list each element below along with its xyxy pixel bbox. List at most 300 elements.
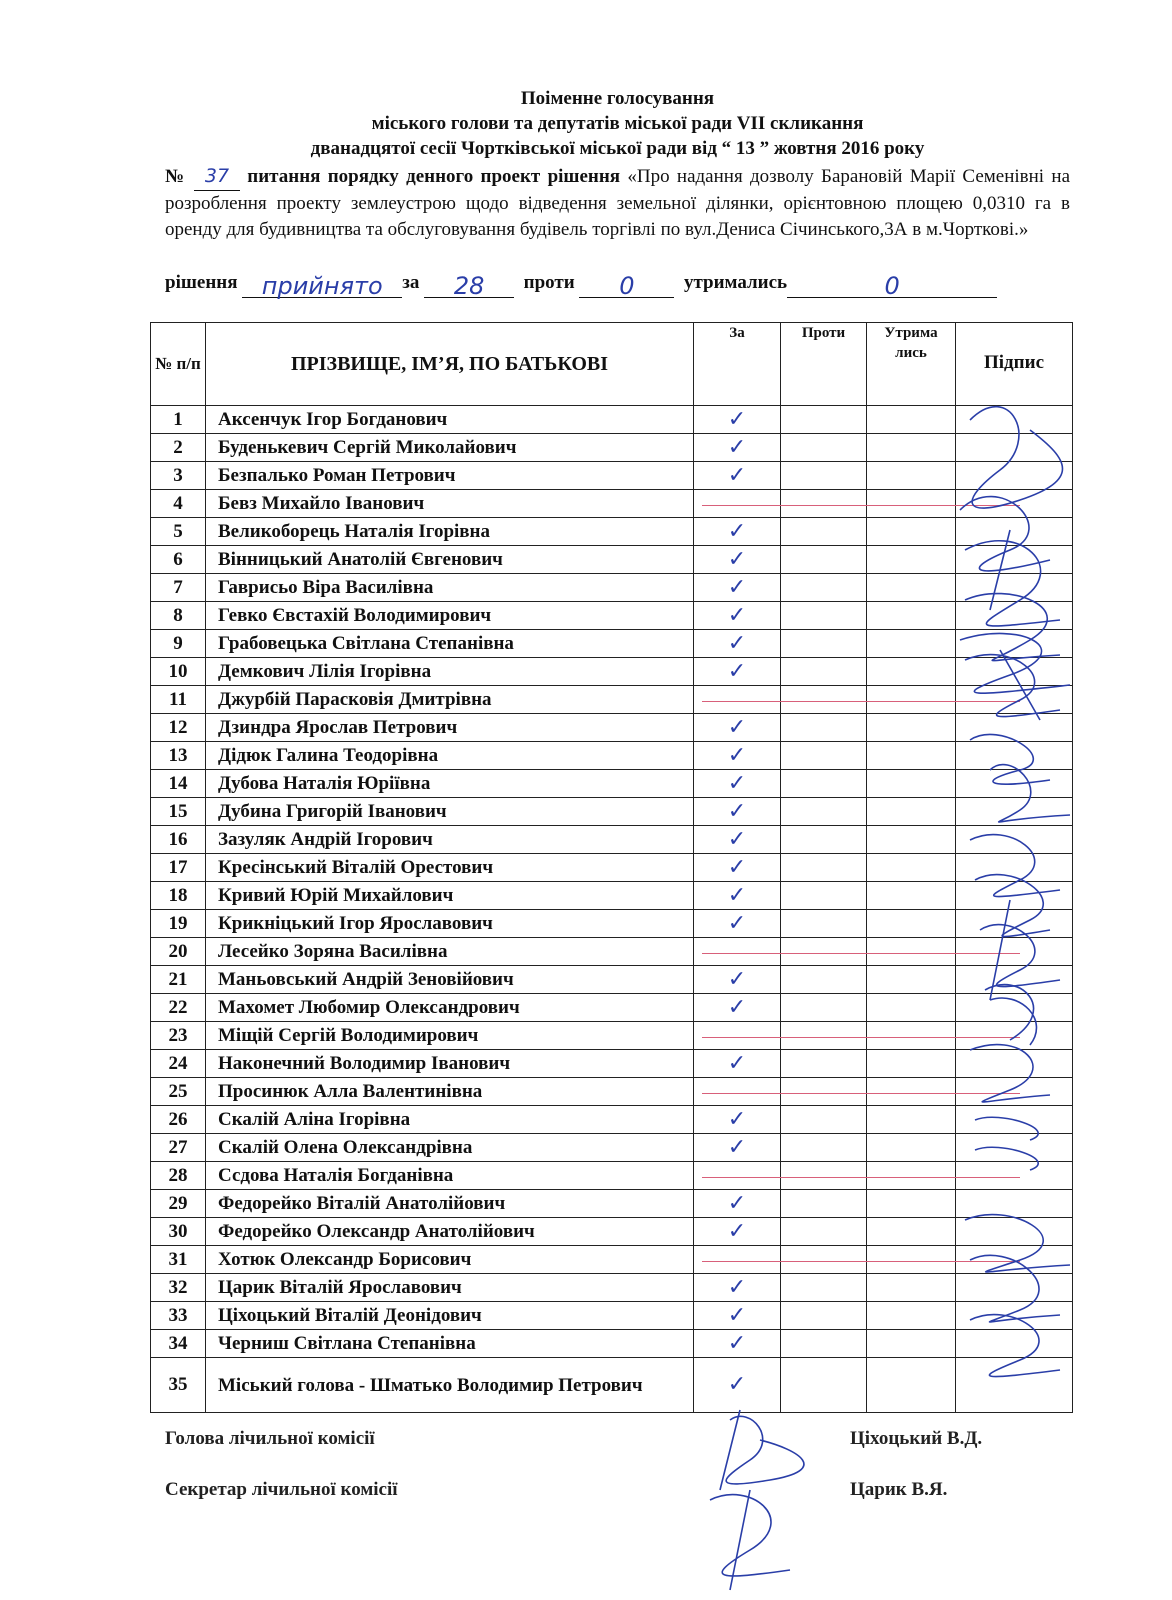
vote-abstain-cell: [867, 882, 956, 910]
row-number: 20: [151, 938, 206, 966]
vote-for-cell: [694, 1218, 781, 1246]
vote-against-cell: [781, 994, 867, 1022]
vote-against-cell: [781, 658, 867, 686]
vote-abstain-cell: [867, 994, 956, 1022]
vote-for-cell: [694, 910, 781, 938]
signature-cell: [956, 1274, 1073, 1302]
row-number: 29: [151, 1190, 206, 1218]
deputy-name: Зазуляк Андрій Ігорович: [206, 826, 694, 854]
abstain-label: утримались: [683, 272, 788, 293]
row-number: 32: [151, 1274, 206, 1302]
check-mark: ✓: [727, 854, 747, 880]
table-row: [151, 1190, 1073, 1218]
for-value: 28: [453, 272, 485, 300]
vote-against-cell: [781, 966, 867, 994]
row-number: 22: [151, 994, 206, 1022]
deputy-name: Федорейко Віталій Анатолійович: [206, 1190, 694, 1218]
signature-cell: [956, 1134, 1073, 1162]
vote-against-cell: [781, 826, 867, 854]
vote-for-cell: [694, 966, 781, 994]
vote-for-cell: [694, 994, 781, 1022]
vote-against-cell: [781, 1190, 867, 1218]
deputy-name: Ссдова Наталія Богданівна: [206, 1162, 694, 1190]
vote-abstain-cell: [867, 1274, 956, 1302]
vote-for-cell: [694, 714, 781, 742]
signature-cell: [956, 826, 1073, 854]
vote-for-cell: [694, 658, 781, 686]
row-number: 6: [151, 546, 206, 574]
deputy-name: Міський голова - Шматько Володимир Петрович: [206, 1358, 694, 1413]
row-number: 27: [151, 1134, 206, 1162]
signature-cell: [956, 546, 1073, 574]
deputy-name: Маньовський Андрій Зеновійович: [206, 966, 694, 994]
check-mark: ✓: [727, 798, 747, 824]
vote-abstain-cell: [867, 1134, 956, 1162]
check-mark: ✓: [727, 602, 747, 628]
vote-for-cell: [694, 1302, 781, 1330]
vote-against-cell: [781, 630, 867, 658]
row-number: 34: [151, 1330, 206, 1358]
signature-cell: [956, 1190, 1073, 1218]
vote-for-cell: [694, 630, 781, 658]
signature-cell: [956, 770, 1073, 798]
vote-abstain-cell: [867, 630, 956, 658]
decision-line: [165, 268, 1070, 298]
vote-against-cell: [781, 938, 867, 966]
document-header: [165, 86, 1070, 161]
vote-against-cell: [781, 770, 867, 798]
vote-abstain-cell: [867, 686, 956, 714]
table-row: [151, 826, 1073, 854]
signature-cell: [956, 434, 1073, 462]
vote-against-cell: [781, 546, 867, 574]
agenda-item: [165, 163, 1070, 243]
row-number: 28: [151, 1162, 206, 1190]
vote-for-cell: [694, 1330, 781, 1358]
row-number: 11: [151, 686, 206, 714]
vote-for-cell: [694, 770, 781, 798]
table-row: [151, 434, 1073, 462]
vote-table: [150, 322, 1073, 1413]
against-label: проти: [523, 272, 575, 293]
vote-against-cell: [781, 1274, 867, 1302]
check-mark: ✓: [727, 434, 747, 460]
table-row: [151, 1302, 1073, 1330]
vote-for-cell: [694, 602, 781, 630]
signature-cell: [956, 910, 1073, 938]
vote-for-cell: [694, 742, 781, 770]
vote-for-cell: [694, 546, 781, 574]
secretary-label: Секретар лічильної комісії: [165, 1479, 398, 1500]
signature-cell: [956, 938, 1073, 966]
row-number: 10: [151, 658, 206, 686]
signature-cell: [956, 1218, 1073, 1246]
deputy-name: Скалій Аліна Ігорівна: [206, 1106, 694, 1134]
table-row: [151, 518, 1073, 546]
decision-label: рішення: [165, 272, 238, 293]
check-mark: ✓: [727, 1190, 747, 1216]
deputy-name: Великоборець Наталія Ігорівна: [206, 518, 694, 546]
deputy-name: Демкович Лілія Ігорівна: [206, 658, 694, 686]
deputy-name: Міщій Сергій Володимирович: [206, 1022, 694, 1050]
signature-cell: [956, 630, 1073, 658]
table-row: [151, 1106, 1073, 1134]
signature-cell: [956, 1302, 1073, 1330]
vote-abstain-cell: [867, 602, 956, 630]
signature-cell: [956, 518, 1073, 546]
vote-against-cell: [781, 1106, 867, 1134]
signature-cell: [956, 1246, 1073, 1274]
table-row: [151, 686, 1073, 714]
vote-abstain-cell: [867, 910, 956, 938]
vote-for-cell: [694, 462, 781, 490]
check-mark: ✓: [727, 1106, 747, 1132]
vote-for-cell: [694, 1274, 781, 1302]
deputy-name: Черниш Світлана Степанівна: [206, 1330, 694, 1358]
vote-for-cell: [694, 406, 781, 434]
deputy-name: Гевко Євстахій Володимирович: [206, 602, 694, 630]
row-number: 31: [151, 1246, 206, 1274]
vote-for-cell: [694, 1190, 781, 1218]
check-mark: ✓: [727, 826, 747, 852]
header-name: ПРІЗВИЩЕ, ІМ’Я, ПО БАТЬКОВІ: [206, 323, 694, 406]
table-row: [151, 1218, 1073, 1246]
deputy-name: Лесейко Зоряна Василівна: [206, 938, 694, 966]
row-number: 17: [151, 854, 206, 882]
vote-for-cell: [694, 882, 781, 910]
deputy-name: Дубова Наталія Юріївна: [206, 770, 694, 798]
item-no-value: 37: [204, 165, 230, 187]
vote-abstain-cell: [867, 742, 956, 770]
vote-abstain-cell: [867, 1162, 956, 1190]
vote-for-cell: [694, 686, 781, 714]
vote-abstain-cell: [867, 798, 956, 826]
table-row: [151, 1134, 1073, 1162]
vote-abstain-cell: [867, 490, 956, 518]
vote-abstain-cell: [867, 770, 956, 798]
deputy-name: Джурбій Парасковія Дмитрівна: [206, 686, 694, 714]
deputy-name: Хотюк Олександр Борисович: [206, 1246, 694, 1274]
signature-cell: [956, 686, 1073, 714]
deputy-name: Кресінський Віталій Орестович: [206, 854, 694, 882]
vote-for-cell: [694, 1246, 781, 1274]
vote-against-cell: [781, 1050, 867, 1078]
vote-against-cell: [781, 1162, 867, 1190]
table-row: [151, 966, 1073, 994]
row-number: 23: [151, 1022, 206, 1050]
table-row: [151, 854, 1073, 882]
vote-against-cell: [781, 518, 867, 546]
deputy-name: Наконечний Володимир Іванович: [206, 1050, 694, 1078]
table-row: [151, 1022, 1073, 1050]
signature-cell: [956, 966, 1073, 994]
vote-abstain-cell: [867, 1330, 956, 1358]
vote-against-cell: [781, 1218, 867, 1246]
vote-abstain-cell: [867, 546, 956, 574]
check-mark: ✓: [727, 770, 747, 796]
vote-against-cell: [781, 854, 867, 882]
table-row: [151, 770, 1073, 798]
deputy-name: Махомет Любомир Олександрович: [206, 994, 694, 1022]
vote-against-cell: [781, 406, 867, 434]
deputy-name: Грабовецька Світлана Степанівна: [206, 630, 694, 658]
header-against: Проти: [781, 323, 867, 406]
check-mark: ✓: [727, 994, 747, 1020]
row-number: 18: [151, 882, 206, 910]
vote-for-cell: [694, 826, 781, 854]
signature-cell: [956, 1162, 1073, 1190]
vote-for-cell: [694, 1078, 781, 1106]
table-row: [151, 1358, 1073, 1413]
row-number: 15: [151, 798, 206, 826]
deputy-name: Дзиндра Ярослав Петрович: [206, 714, 694, 742]
vote-against-cell: [781, 910, 867, 938]
row-number: 2: [151, 434, 206, 462]
vote-abstain-cell: [867, 462, 956, 490]
vote-abstain-cell: [867, 1358, 956, 1413]
signature-cell: [956, 1106, 1073, 1134]
vote-for-cell: [694, 434, 781, 462]
chair-label: Голова лічильної комісії: [165, 1428, 375, 1449]
vote-for-cell: [694, 518, 781, 546]
row-number: 1: [151, 406, 206, 434]
table-row: [151, 1246, 1073, 1274]
table-row: [151, 1330, 1073, 1358]
signature-cell: [956, 798, 1073, 826]
check-mark: ✓: [727, 1302, 747, 1328]
vote-abstain-cell: [867, 658, 956, 686]
signature-cell: [956, 1358, 1073, 1413]
vote-abstain-cell: [867, 574, 956, 602]
deputy-name: Царик Віталій Ярославович: [206, 1274, 694, 1302]
deputy-name: Просинюк Алла Валентинівна: [206, 1078, 694, 1106]
deputy-name: Ціхоцький Віталій Деонідович: [206, 1302, 694, 1330]
vote-abstain-cell: [867, 1050, 956, 1078]
table-row: [151, 490, 1073, 518]
signature-cell: [956, 658, 1073, 686]
check-mark: ✓: [727, 714, 747, 740]
table-row: [151, 546, 1073, 574]
deputy-name: Дубина Григорій Іванович: [206, 798, 694, 826]
signature-cell: [956, 490, 1073, 518]
deputy-name: Скалій Олена Олександрівна: [206, 1134, 694, 1162]
check-mark: ✓: [727, 1134, 747, 1160]
table-row: [151, 910, 1073, 938]
vote-against-cell: [781, 1022, 867, 1050]
check-mark: ✓: [727, 966, 747, 992]
signature-cell: [956, 1078, 1073, 1106]
table-row: [151, 658, 1073, 686]
row-number: 4: [151, 490, 206, 518]
table-row: [151, 406, 1073, 434]
check-mark: ✓: [727, 546, 747, 572]
row-number: 13: [151, 742, 206, 770]
vote-for-cell: [694, 1106, 781, 1134]
vote-against-cell: [781, 882, 867, 910]
vote-abstain-cell: [867, 1302, 956, 1330]
vote-against-cell: [781, 1078, 867, 1106]
header-for: За: [694, 323, 781, 406]
vote-abstain-cell: [867, 1078, 956, 1106]
commission-signatures: [690, 1400, 820, 1600]
vote-against-cell: [781, 574, 867, 602]
row-number: 8: [151, 602, 206, 630]
row-number: 24: [151, 1050, 206, 1078]
signature-cell: [956, 462, 1073, 490]
vote-against-cell: [781, 742, 867, 770]
check-mark: ✓: [727, 882, 747, 908]
table-row: [151, 602, 1073, 630]
signature-cell: [956, 406, 1073, 434]
item-text: «Про надання дозволу Барановій Марії Семенівні на розроблення проекту землеустрою щодо відведення земельної ділянки, орієнтовною площею 0,0310 га в оренду для будивництва та обслуговування будівель торгівлі по вул.Дениса Січинського,3А в м.Чорткові.»: [165, 166, 1070, 240]
vote-for-cell: [694, 1022, 781, 1050]
row-number: 9: [151, 630, 206, 658]
vote-for-cell: [694, 1050, 781, 1078]
table-row: [151, 574, 1073, 602]
table-row: [151, 1050, 1073, 1078]
vote-abstain-cell: [867, 854, 956, 882]
deputy-name: Аксенчук Ігор Богданович: [206, 406, 694, 434]
abstain-value: 0: [884, 272, 900, 300]
vote-for-cell: [694, 1134, 781, 1162]
table-row: [151, 1274, 1073, 1302]
signature-cell: [956, 742, 1073, 770]
against-value: 0: [619, 272, 635, 300]
deputy-name: Кривий Юрій Михайлович: [206, 882, 694, 910]
vote-against-cell: [781, 602, 867, 630]
vote-against-cell: [781, 798, 867, 826]
subtitle-session: дванадцятої сесії Чортківської міської ради від “ 13 ” жовтня 2016 року: [310, 138, 925, 159]
vote-for-cell: [694, 574, 781, 602]
deputy-name: Безпалько Роман Петрович: [206, 462, 694, 490]
check-mark: ✓: [727, 462, 747, 488]
vote-against-cell: [781, 1246, 867, 1274]
vote-abstain-cell: [867, 938, 956, 966]
signature-cell: [956, 714, 1073, 742]
vote-abstain-cell: [867, 1246, 956, 1274]
table-row: [151, 994, 1073, 1022]
vote-against-cell: [781, 490, 867, 518]
title: Поіменне голосування: [520, 88, 715, 109]
row-number: 33: [151, 1302, 206, 1330]
row-number: 25: [151, 1078, 206, 1106]
signature-cell: [956, 882, 1073, 910]
check-mark: ✓: [727, 1330, 747, 1356]
vote-abstain-cell: [867, 1106, 956, 1134]
vote-abstain-cell: [867, 966, 956, 994]
vote-for-cell: [694, 938, 781, 966]
check-mark: ✓: [727, 1050, 747, 1076]
deputy-name: Федорейко Олександр Анатолійович: [206, 1218, 694, 1246]
vote-abstain-cell: [867, 434, 956, 462]
vote-abstain-cell: [867, 1218, 956, 1246]
row-number: 21: [151, 966, 206, 994]
row-number: 26: [151, 1106, 206, 1134]
row-number: 19: [151, 910, 206, 938]
vote-against-cell: [781, 462, 867, 490]
row-number: 5: [151, 518, 206, 546]
chair-name: Ціхоцький В.Д.: [850, 1428, 983, 1449]
row-number: 14: [151, 770, 206, 798]
signature-cell: [956, 602, 1073, 630]
vote-abstain-cell: [867, 518, 956, 546]
deputy-name: Крикніцький Ігор Ярославович: [206, 910, 694, 938]
table-row: [151, 1078, 1073, 1106]
for-label: за: [402, 272, 420, 293]
check-mark: ✓: [727, 742, 747, 768]
check-mark: ✓: [727, 574, 747, 600]
check-mark: ✓: [727, 406, 747, 432]
row-number: 7: [151, 574, 206, 602]
row-number: 12: [151, 714, 206, 742]
vote-for-cell: [694, 1162, 781, 1190]
vote-for-cell: [694, 798, 781, 826]
deputy-name: Вінницький Анатолій Євгенович: [206, 546, 694, 574]
vote-against-cell: [781, 434, 867, 462]
deputy-name: Гаврисьо Віра Василівна: [206, 574, 694, 602]
table-row: [151, 742, 1073, 770]
table-row: [151, 798, 1073, 826]
vote-abstain-cell: [867, 1190, 956, 1218]
signature-cell: [956, 574, 1073, 602]
signature-cell: [956, 854, 1073, 882]
item-label: питання порядку денного проект рішення: [247, 166, 621, 187]
signature-cell: [956, 1330, 1073, 1358]
table-row: [151, 938, 1073, 966]
signature-cell: [956, 1050, 1073, 1078]
vote-abstain-cell: [867, 826, 956, 854]
item-no-label: №: [165, 166, 187, 187]
table-row: [151, 714, 1073, 742]
subtitle-council: міського голови та депутатів міської ради VІІ скликання: [371, 113, 864, 134]
header-sign: Підпис: [956, 323, 1073, 406]
row-number: 35: [151, 1358, 206, 1413]
table-row: [151, 462, 1073, 490]
vote-against-cell: [781, 1134, 867, 1162]
check-mark: ✓: [727, 658, 747, 684]
header-abstain: Утрима лись: [867, 323, 956, 406]
deputy-name: Буденькевич Сергій Миколайович: [206, 434, 694, 462]
vote-for-cell: [694, 490, 781, 518]
check-mark: ✓: [727, 1274, 747, 1300]
check-mark: ✓: [727, 910, 747, 936]
deputy-name: Бевз Михайло Іванович: [206, 490, 694, 518]
table-row: [151, 1162, 1073, 1190]
vote-against-cell: [781, 714, 867, 742]
row-number: 16: [151, 826, 206, 854]
row-number: 30: [151, 1218, 206, 1246]
vote-against-cell: [781, 686, 867, 714]
check-mark: ✓: [727, 518, 747, 544]
vote-abstain-cell: [867, 1022, 956, 1050]
vote-against-cell: [781, 1302, 867, 1330]
deputy-name: Дідюк Галина Теодорівна: [206, 742, 694, 770]
check-mark: ✓: [727, 630, 747, 656]
vote-abstain-cell: [867, 714, 956, 742]
vote-for-cell: [694, 854, 781, 882]
secretary-name: Царик В.Я.: [850, 1479, 948, 1500]
vote-abstain-cell: [867, 406, 956, 434]
decision-value: прийнято: [261, 272, 383, 300]
row-number: 3: [151, 462, 206, 490]
signature-cell: [956, 1022, 1073, 1050]
table-row: [151, 882, 1073, 910]
vote-against-cell: [781, 1330, 867, 1358]
check-mark: ✓: [727, 1372, 747, 1397]
signature-cell: [956, 994, 1073, 1022]
header-no: № п/п: [151, 323, 206, 406]
table-row: [151, 630, 1073, 658]
